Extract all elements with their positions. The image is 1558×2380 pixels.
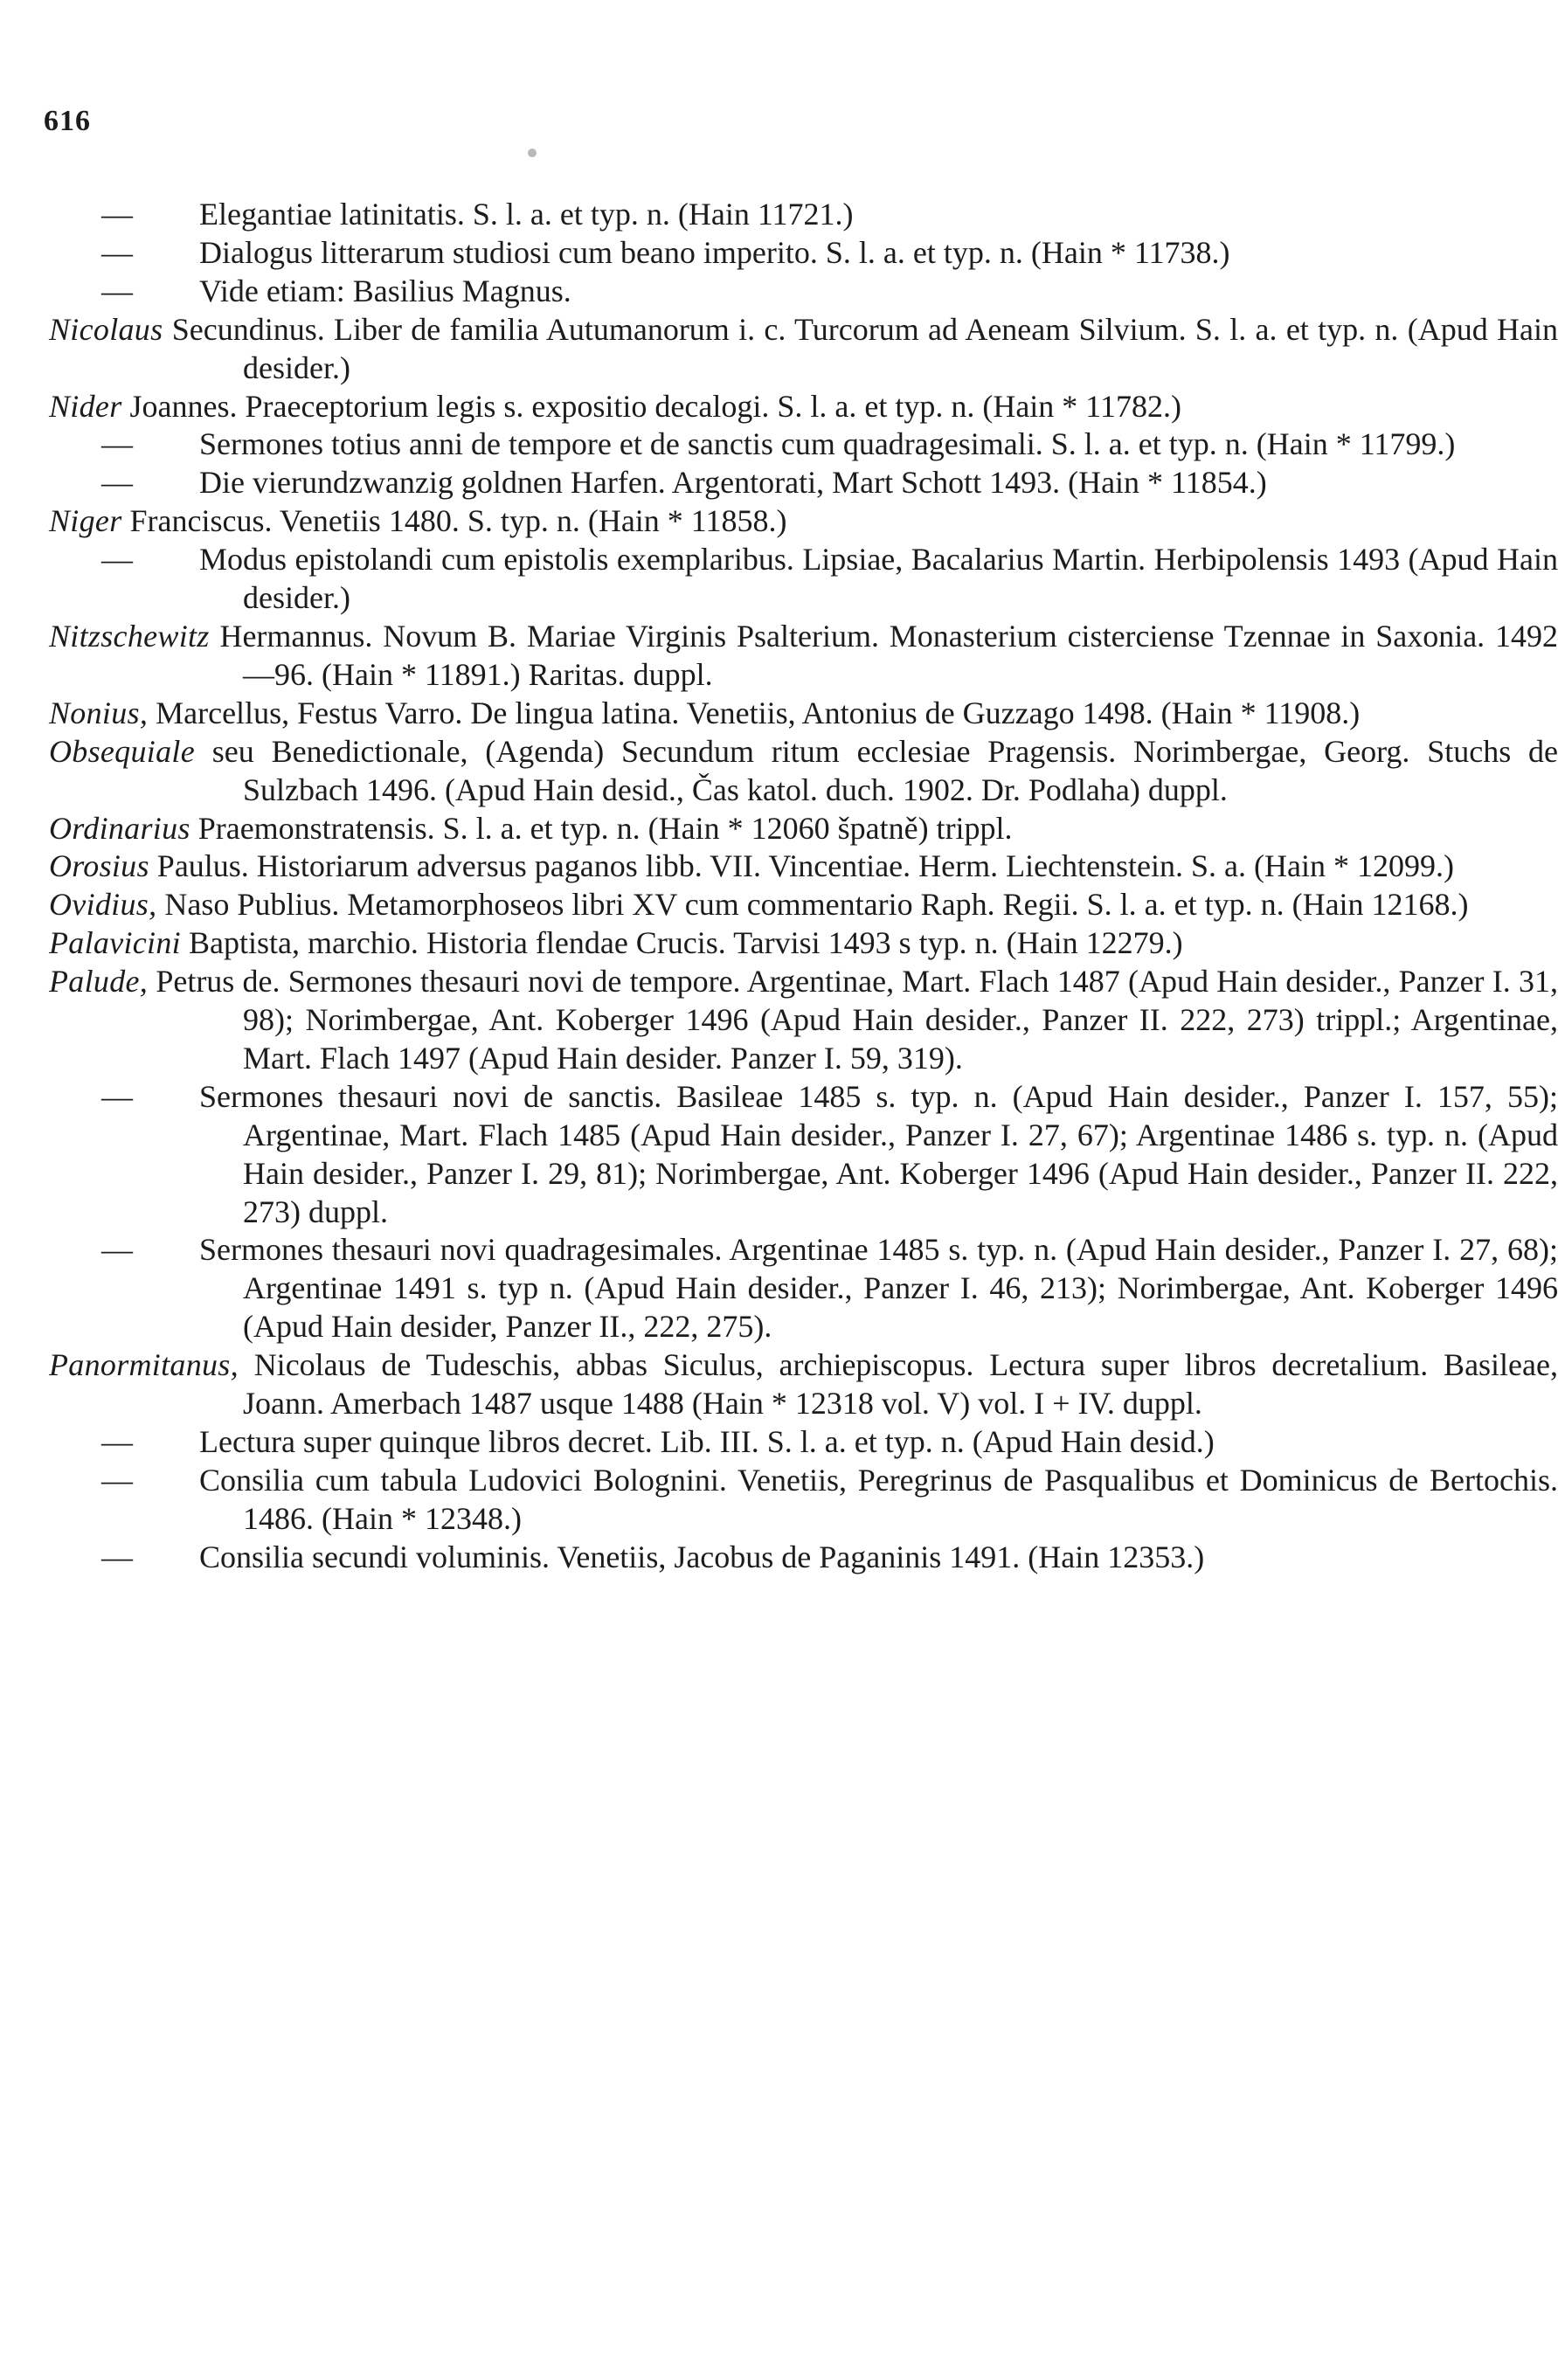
entry-headword: Niger: [49, 503, 122, 539]
entry-main: [0, 695, 1558, 733]
entry-text: Sermones thesauri novi quadragesimales. Argentinae 1485 s. typ. n. (Apud Hain desider., Panzer I. 27, 68); Argentinae 1491 s. typ n. (Apud Hain desider., Panzer I. 46, 213); Norimbergae, Ant. Koberger 1496 (Apud Hain desider, Panzer II., 222, 275).: [199, 1232, 1558, 1345]
entry-dash: —: [101, 426, 133, 462]
entry-text: Sermones totius anni de tempore et de sanctis cum quadragesimali. S. l. a. et typ. n. (Hain * 11799.): [199, 426, 1456, 462]
entry-sub: [0, 196, 1558, 234]
entry-sub: [0, 1462, 1558, 1539]
entry-text: Die vierundzwanzig goldnen Harfen. Argentorati, Mart Schott 1493. (Hain * 11854.): [199, 465, 1267, 501]
entry-dash: —: [101, 197, 133, 232]
entry-main: [0, 733, 1558, 810]
entry-sub: [0, 1078, 1558, 1232]
entry-main: [0, 502, 1558, 541]
entry-text: Marcellus, Festus Varro. De lingua latina. Venetiis, Antonius de Guzzago 1498. (Hain * 11908.): [156, 695, 1361, 730]
entry-text: Dialogus litterarum studiosi cum beano imperito. S. l. a. et typ. n. (Hain * 11738.): [199, 234, 1230, 270]
entry-text: Consilia secundi voluminis. Venetiis, Jacobus de Paganinis 1491. (Hain 12353.): [199, 1539, 1205, 1574]
entry-headword: Obsequiale: [49, 733, 195, 769]
entry-dash: —: [101, 234, 133, 270]
entry-text: Baptista, marchio. Historia flendae Crucis. Tarvisi 1493 s typ. n. (Hain 12279.): [188, 925, 1183, 961]
entry-dash: —: [101, 1424, 133, 1459]
entry-text: Vide etiam: Basilius Magnus.: [199, 273, 571, 308]
entry-dash: —: [101, 1539, 133, 1574]
entry-text: Naso Publius. Metamorphoseos libri XV cum commentario Raph. Regii. S. l. a. et typ. n. (Hain 12168.): [164, 887, 1469, 923]
entry-main: [0, 311, 1558, 388]
entry-text: Franciscus. Venetiis 1480. S. typ. n. (Hain * 11858.): [129, 503, 787, 539]
entry-main: [0, 886, 1558, 924]
entry-text: seu Benedictionale, (Agenda) Secundum ritum ecclesiae Pragensis. Norimbergae, Georg. Stuchs de Sulzbach 1496. (Apud Hain desid., Čas katol. duch. 1902. Dr. Podlaha) duppl.: [211, 733, 1558, 807]
entry-main: [0, 848, 1558, 886]
entry-text: Joannes. Praeceptorium legis s. expositio decalogi. S. l. a. et typ. n. (Hain * 11782.): [129, 388, 1181, 424]
entry-text: Paulus. Historiarum adversus paganos libb. VII. Vincentiae. Herm. Liechtenstein. S. a. (Hain * 12099.): [156, 848, 1454, 884]
entry-text: Modus epistolandi cum epistolis exemplaribus. Lipsiae, Bacalarius Martin. Herbipolensis 1493 (Apud Hain desider.): [199, 542, 1558, 616]
entry-headword: Ordinarius: [49, 810, 190, 846]
entry-headword: Palavicini: [49, 925, 181, 961]
entry-sub: [0, 425, 1558, 464]
entry-main: [0, 618, 1558, 695]
page-number: 616: [44, 105, 91, 137]
entry-sub: [0, 1231, 1558, 1346]
entry-headword: Palude,: [49, 964, 149, 1000]
entry-text: Elegantiae latinitatis. S. l. a. et typ. n. (Hain 11721.): [199, 197, 854, 232]
entry-main: [0, 963, 1558, 1078]
entry-text: Secundinus. Liber de familia Autumanorum i. c. Turcorum ad Aeneam Silvium. S. l. a. et typ. n. (Apud Hain desider.): [171, 311, 1558, 385]
entry-headword: Orosius: [49, 848, 149, 884]
entry-sub: [0, 234, 1558, 273]
entry-text: Nicolaus de Tudeschis, abbas Siculus, archiepiscopus. Lectura super libros decretalium. Basileae, Joann. Amerbach 1487 usque 1488 (Hain * 12318 vol. V) vol. I + IV. duppl.: [243, 1347, 1558, 1422]
entry-text: Petrus de. Sermones thesauri novi de tempore. Argentinae, Mart. Flach 1487 (Apud Hain desider., Panzer I. 31, 98); Norimbergae, Ant. Koberger 1496 (Apud Hain desider., Panzer II. 222, 273) trippl.; Argentinae, Mart. Flach 1497 (Apud Hain desider. Panzer I. 59, 319).: [156, 964, 1558, 1076]
entry-sub: [0, 541, 1558, 618]
entry-main: [0, 1346, 1558, 1423]
entry-sub: [0, 1423, 1558, 1462]
entry-headword: Nitzschewitz: [49, 618, 210, 654]
entry-sub: [0, 464, 1558, 502]
entry-dash: —: [101, 1232, 133, 1268]
entry-text: Praemonstratensis. S. l. a. et typ. n. (Hain * 12060 špatně) trippl.: [197, 810, 1013, 846]
entry-text: Hermannus. Novum B. Mariae Virginis Psalterium. Monasterium cisterciense Tzennae in Saxonia. 1492—96. (Hain * 11891.) Raritas. duppl.: [219, 618, 1558, 692]
ink-speck: [528, 149, 537, 157]
entry-main: [0, 810, 1558, 848]
entry-dash: —: [101, 465, 133, 501]
entry-text: Sermones thesauri novi de sanctis. Basileae 1485 s. typ. n. (Apud Hain desider., Panzer I. 157, 55); Argentinae, Mart. Flach 1485 (Apud Hain desider., Panzer I. 27, 67); Argentinae 1486 s. typ. n. (Apud Hain desider., Panzer I. 29, 81); Norimbergae, Ant. Koberger 1496 (Apud Hain desider., Panzer II. 222, 273) duppl.: [199, 1078, 1558, 1229]
entry-headword: Nider: [49, 388, 122, 424]
bibliography-entries: [0, 196, 1558, 1577]
entry-headword: Nonius,: [49, 695, 149, 730]
entry-dash: —: [101, 1462, 133, 1498]
entry-dash: —: [101, 1078, 133, 1114]
entry-main: [0, 924, 1558, 963]
entry-main: [0, 388, 1558, 426]
entry-sub: [0, 273, 1558, 311]
entry-text: Consilia cum tabula Ludovici Bolognini. Venetiis, Peregrinus de Pasqualibus et Dominicus de Bertochis. 1486. (Hain * 12348.): [199, 1462, 1558, 1536]
entry-headword: Nicolaus: [49, 311, 163, 347]
entry-headword: Ovidius,: [49, 887, 157, 923]
entry-dash: —: [101, 273, 133, 308]
entry-sub: [0, 1539, 1558, 1577]
entry-headword: Panormitanus,: [49, 1347, 239, 1383]
entry-text: Lectura super quinque libros decret. Lib. III. S. l. a. et typ. n. (Apud Hain desid.): [199, 1424, 1215, 1459]
entry-dash: —: [101, 542, 133, 578]
